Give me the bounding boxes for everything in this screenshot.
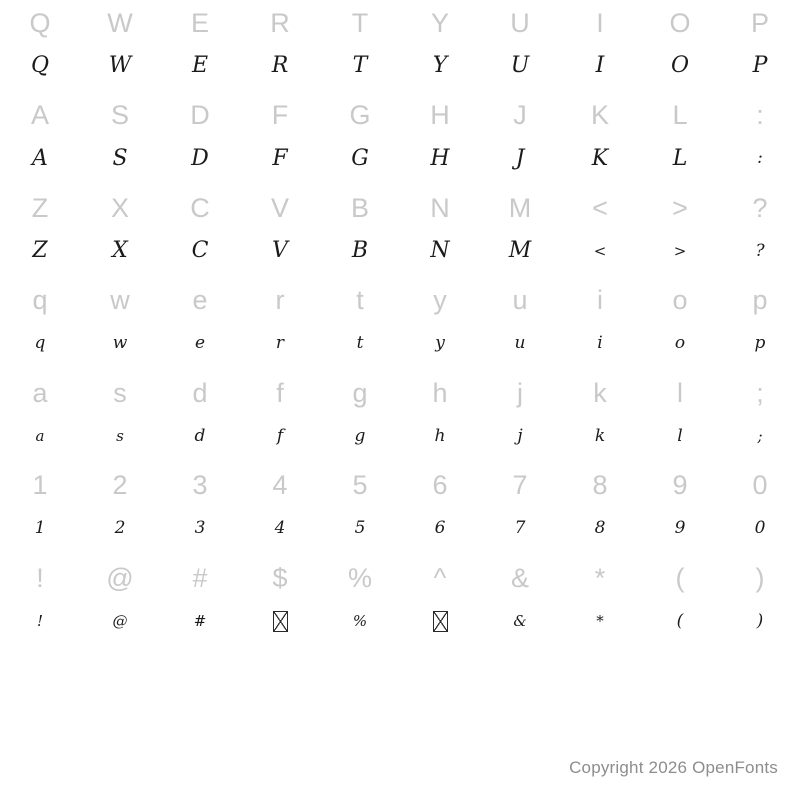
- glyph-cell[interactable]: [640, 555, 720, 648]
- glyph-cell[interactable]: [240, 370, 320, 463]
- key-label: J: [513, 100, 527, 131]
- key-label: (: [675, 562, 685, 593]
- glyph-sample: &: [513, 611, 527, 630]
- glyph-sample: @: [112, 611, 128, 630]
- glyph-cell[interactable]: [720, 463, 800, 556]
- glyph-cell[interactable]: [320, 185, 400, 278]
- glyph-sample: o: [674, 333, 686, 354]
- glyph-sample: U: [510, 53, 530, 79]
- glyph-cell[interactable]: [0, 185, 80, 278]
- glyph-sample: h: [434, 425, 446, 446]
- key-label: W: [107, 7, 133, 38]
- key-label: &: [510, 562, 529, 593]
- key-label: o: [672, 285, 688, 316]
- glyph-sample: j: [517, 425, 523, 446]
- glyph-sample: >: [673, 241, 687, 260]
- key-label: 2: [112, 470, 128, 501]
- glyph-sample: s: [116, 426, 124, 445]
- glyph-cell[interactable]: [80, 370, 160, 463]
- key-label: 8: [592, 470, 608, 501]
- glyph-cell[interactable]: [0, 463, 80, 556]
- key-label: S: [110, 100, 129, 131]
- glyph-cell[interactable]: [640, 0, 720, 93]
- key-label: <: [592, 192, 608, 223]
- glyph-sample: q: [34, 333, 46, 354]
- glyph-cell[interactable]: [400, 463, 480, 556]
- glyph-sample: i: [597, 333, 603, 354]
- key-label: a: [32, 377, 48, 408]
- glyph-sample: g: [354, 425, 366, 446]
- glyph-cell[interactable]: [640, 93, 720, 186]
- key-label: 4: [272, 470, 288, 501]
- glyph-sample: E: [191, 53, 209, 79]
- glyph-cell[interactable]: [160, 555, 240, 648]
- glyph-sample: W: [108, 53, 132, 79]
- key-label: w: [110, 285, 130, 316]
- glyph-cell[interactable]: [400, 370, 480, 463]
- key-label: j: [517, 377, 523, 408]
- glyph-cell[interactable]: [560, 555, 640, 648]
- glyph-cell[interactable]: [480, 463, 560, 556]
- key-label: O: [669, 7, 691, 38]
- glyph-sample: R: [271, 53, 289, 79]
- key-label: 1: [32, 470, 48, 501]
- glyph-sample: ;: [757, 426, 763, 445]
- key-label: e: [192, 285, 208, 316]
- glyph-sample: Y: [432, 53, 448, 79]
- glyph-sample: V: [272, 238, 288, 264]
- glyph-cell[interactable]: [0, 93, 80, 186]
- glyph-cell[interactable]: [240, 555, 320, 648]
- glyph-cell[interactable]: [0, 555, 80, 648]
- key-label: V: [270, 192, 289, 223]
- glyph-sample: <: [593, 241, 607, 260]
- glyph-sample: Q: [30, 53, 50, 79]
- key-label: G: [349, 100, 371, 131]
- key-label: 7: [512, 470, 528, 501]
- glyph-sample: w: [112, 333, 128, 354]
- glyph-sample: e: [194, 333, 206, 354]
- glyph-cell[interactable]: [480, 370, 560, 463]
- key-label: i: [597, 285, 603, 316]
- glyph-sample: p: [754, 333, 766, 354]
- glyph-cell[interactable]: [160, 463, 240, 556]
- glyph-sample: *: [596, 611, 604, 630]
- key-label: C: [190, 192, 210, 223]
- glyph-cell[interactable]: [160, 185, 240, 278]
- glyph-cell[interactable]: [80, 463, 160, 556]
- glyph-cell[interactable]: [640, 370, 720, 463]
- key-label: #: [192, 562, 208, 593]
- glyph-sample: Z: [32, 238, 48, 264]
- key-label: r: [275, 285, 285, 316]
- glyph-sample: [433, 601, 448, 641]
- glyph-sample: a: [35, 426, 45, 445]
- glyph-cell[interactable]: [240, 93, 320, 186]
- glyph-sample: P: [752, 53, 768, 79]
- key-label: I: [596, 7, 604, 38]
- key-label: 5: [352, 470, 368, 501]
- glyph-sample: O: [670, 53, 690, 79]
- glyph-cell[interactable]: [80, 185, 160, 278]
- key-label: !: [36, 562, 44, 593]
- glyph-cell[interactable]: [320, 93, 400, 186]
- key-label: E: [190, 7, 209, 38]
- glyph-cell[interactable]: [80, 93, 160, 186]
- glyph-sample: M: [508, 238, 532, 264]
- missing-glyph-icon: [273, 611, 288, 632]
- key-label: l: [677, 377, 683, 408]
- glyph-cell[interactable]: [560, 370, 640, 463]
- glyph-sample: %: [352, 611, 368, 630]
- glyph-cell[interactable]: [480, 0, 560, 93]
- key-label: T: [351, 7, 369, 38]
- key-label: g: [352, 377, 368, 408]
- glyph-cell[interactable]: [560, 93, 640, 186]
- glyph-sample: (: [676, 610, 684, 631]
- glyph-cell[interactable]: [480, 278, 560, 371]
- key-label: U: [510, 7, 530, 38]
- key-label: Z: [31, 192, 49, 223]
- glyph-cell[interactable]: [560, 463, 640, 556]
- glyph-sample: ): [756, 610, 764, 631]
- glyph-sample: K: [591, 145, 609, 171]
- glyph-cell[interactable]: [720, 0, 800, 93]
- glyph-cell[interactable]: [160, 278, 240, 371]
- key-label: y: [433, 285, 447, 316]
- key-label: Y: [430, 7, 449, 38]
- glyph-cell[interactable]: [720, 555, 800, 648]
- glyph-cell[interactable]: [160, 0, 240, 93]
- key-label: $: [272, 562, 288, 593]
- glyph-sample: 9: [674, 518, 686, 539]
- key-label: k: [593, 377, 607, 408]
- glyph-cell[interactable]: [400, 278, 480, 371]
- glyph-sample: H: [430, 145, 450, 171]
- glyph-sample: 1: [34, 518, 46, 539]
- key-label: q: [32, 285, 48, 316]
- glyph-sample: T: [352, 53, 368, 79]
- glyph-cell[interactable]: [720, 278, 800, 371]
- glyph-cell[interactable]: [720, 370, 800, 463]
- key-label: K: [590, 100, 609, 131]
- glyph-cell[interactable]: [320, 278, 400, 371]
- glyph-cell[interactable]: [560, 185, 640, 278]
- glyph-sample: 6: [434, 518, 446, 539]
- glyph-cell[interactable]: [480, 555, 560, 648]
- glyph-sample: 5: [354, 518, 366, 539]
- glyph-cell[interactable]: [560, 0, 640, 93]
- glyph-cell[interactable]: [400, 555, 480, 648]
- glyph-sample: S: [112, 145, 128, 171]
- missing-glyph-icon: [433, 611, 448, 632]
- key-label: %: [347, 562, 372, 593]
- glyph-sample: C: [191, 238, 209, 264]
- glyph-cell[interactable]: [720, 93, 800, 186]
- key-label: ;: [756, 377, 764, 408]
- glyph-sample: r: [275, 333, 285, 354]
- key-label: A: [30, 100, 49, 131]
- glyph-cell[interactable]: [80, 0, 160, 93]
- glyph-sample: 0: [754, 518, 766, 539]
- key-label: *: [594, 562, 606, 593]
- glyph-sample: G: [351, 145, 369, 171]
- glyph-cell[interactable]: [160, 370, 240, 463]
- glyph-cell[interactable]: [320, 0, 400, 93]
- key-label: R: [270, 7, 290, 38]
- key-label: u: [512, 285, 528, 316]
- glyph-cell[interactable]: [0, 0, 80, 93]
- glyph-sample: l: [677, 425, 683, 446]
- key-label: @: [106, 562, 134, 593]
- key-label: X: [110, 192, 129, 223]
- glyph-sample: f: [276, 425, 284, 446]
- glyph-cell[interactable]: [240, 0, 320, 93]
- glyph-cell[interactable]: [400, 0, 480, 93]
- key-label: 6: [432, 470, 448, 501]
- glyph-sample: D: [191, 145, 209, 171]
- glyph-cell[interactable]: [0, 370, 80, 463]
- glyph-sample: B: [351, 238, 369, 264]
- glyph-sample: u: [514, 333, 526, 354]
- glyph-sample: I: [595, 53, 605, 79]
- key-label: H: [430, 100, 450, 131]
- key-label: :: [756, 100, 764, 131]
- glyph-sample: F: [272, 145, 288, 171]
- glyph-sample: [273, 601, 288, 641]
- glyph-cell[interactable]: [560, 278, 640, 371]
- key-label: t: [356, 285, 364, 316]
- glyph-sample: X: [112, 238, 128, 264]
- glyph-sample: ?: [755, 240, 765, 261]
- glyph-cell[interactable]: [240, 278, 320, 371]
- glyph-sample: 3: [194, 518, 206, 539]
- glyph-sample: 2: [114, 518, 126, 539]
- key-label: d: [192, 377, 208, 408]
- glyph-cell[interactable]: [640, 185, 720, 278]
- glyph-cell[interactable]: [80, 278, 160, 371]
- key-label: h: [432, 377, 448, 408]
- glyph-sample: d: [194, 425, 206, 446]
- key-label: >: [672, 192, 688, 223]
- key-label: s: [113, 377, 127, 408]
- glyph-sample: J: [515, 145, 525, 171]
- glyph-cell[interactable]: [320, 463, 400, 556]
- glyph-sample: !: [36, 611, 44, 630]
- glyph-sample: k: [594, 425, 606, 446]
- key-label: f: [276, 377, 284, 408]
- glyph-sample: N: [430, 238, 450, 264]
- glyph-cell[interactable]: [240, 185, 320, 278]
- glyph-cell[interactable]: [400, 93, 480, 186]
- glyph-cell[interactable]: [480, 185, 560, 278]
- glyph-sample: A: [32, 145, 48, 171]
- glyph-cell[interactable]: [640, 463, 720, 556]
- glyph-cell[interactable]: [240, 463, 320, 556]
- glyph-cell[interactable]: [320, 370, 400, 463]
- glyph-cell[interactable]: [320, 555, 400, 648]
- key-label: ^: [433, 562, 447, 593]
- key-label: Q: [29, 7, 51, 38]
- key-label: F: [271, 100, 289, 131]
- key-label: N: [430, 192, 450, 223]
- glyph-cell[interactable]: [80, 555, 160, 648]
- glyph-sample: #: [193, 611, 207, 630]
- glyph-cell[interactable]: [400, 185, 480, 278]
- glyph-cell[interactable]: [720, 185, 800, 278]
- glyph-cell[interactable]: [480, 93, 560, 186]
- key-label: 3: [192, 470, 208, 501]
- glyph-cell[interactable]: [0, 278, 80, 371]
- key-label: M: [508, 192, 532, 223]
- key-label: ): [755, 562, 765, 593]
- glyph-cell[interactable]: [640, 278, 720, 371]
- glyph-sample: :: [757, 148, 763, 169]
- glyph-sample: t: [356, 333, 364, 354]
- key-label: ?: [752, 192, 768, 223]
- glyph-sample: y: [435, 333, 445, 354]
- glyph-cell[interactable]: [160, 93, 240, 186]
- key-label: L: [672, 100, 688, 131]
- key-label: p: [752, 285, 768, 316]
- key-label: 0: [752, 470, 768, 501]
- key-label: B: [350, 192, 369, 223]
- glyph-sample: L: [672, 145, 688, 171]
- key-label: 9: [672, 470, 688, 501]
- copyright-notice: Copyright 2026 OpenFonts: [569, 758, 778, 777]
- glyph-sample: 4: [274, 518, 286, 539]
- glyph-sample: 7: [514, 518, 526, 539]
- key-label: D: [190, 100, 210, 131]
- key-label: P: [750, 7, 769, 38]
- glyph-sample: 8: [594, 518, 606, 539]
